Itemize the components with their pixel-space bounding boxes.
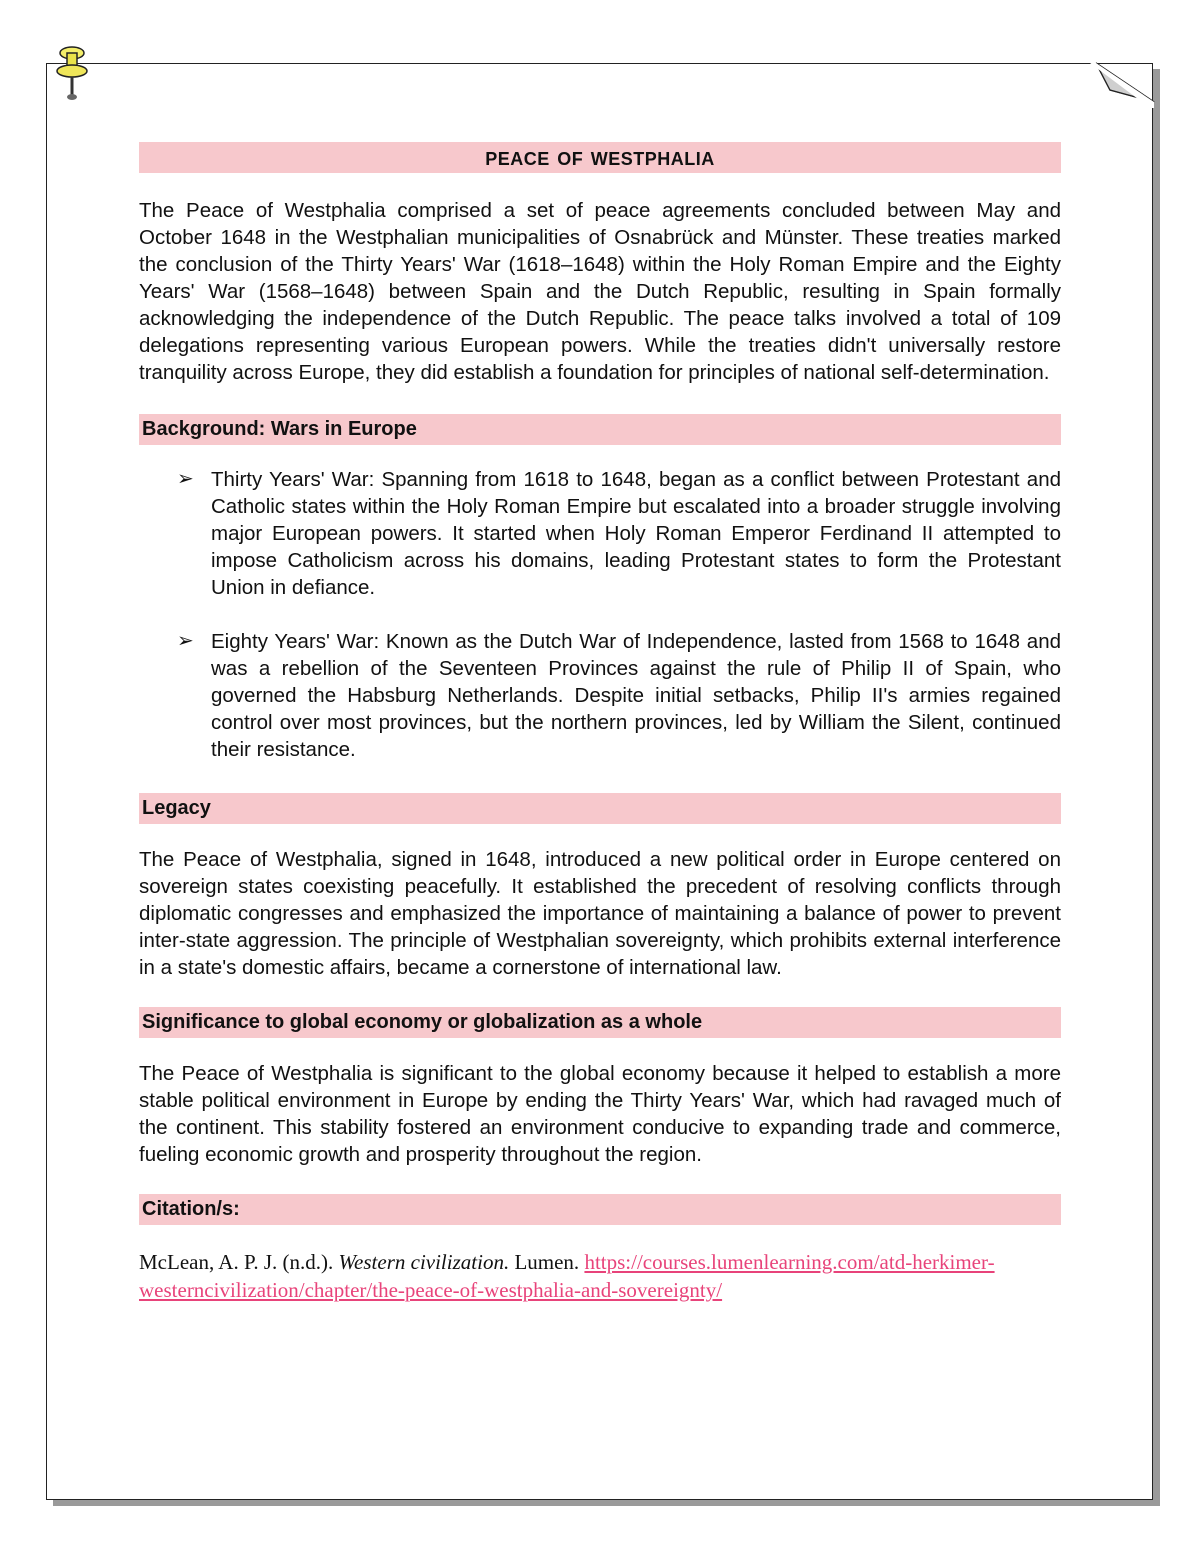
citation-link[interactable]: https://courses.lumenlearning.com/atd-herkimer-westerncivilization/chapter/the-peace-of-westphalia-and-sovereignty/ bbox=[139, 1250, 995, 1302]
pushpin-icon bbox=[50, 44, 94, 104]
citation-entry bbox=[139, 1248, 1061, 1304]
significance-paragraph: The Peace of Westphalia is significant to the global economy because it helped to establish a more stable political environment in Europe by ending the Thirty Years' War, which had ravaged much of the continent. This stability fostered an environment conducive to expanding trade and commerce, fueling economic growth and prosperity throughout the region. bbox=[139, 1062, 1061, 1166]
list-item: ➢ Thirty Years' War: Spanning from 1618 to 1648, began as a conflict between Protestant and Catholic states within the Holy Roman Empire but escalated into a broader struggle involving major European powers. It started when Holy Roman Emperor Ferdinand II attempted to impose Catholicism across his domains, leading Protestant states to form the Protestant Union in defiance. bbox=[177, 468, 1061, 599]
citation-publisher: Lumen. bbox=[514, 1250, 580, 1274]
arrow-bullet-icon: ➢ bbox=[177, 630, 194, 652]
list-item: ➢ Eighty Years' War: Known as the Dutch War of Independence, lasted from 1568 to 1648 and was a rebellion of the Seventeen Provinces against the rule of Philip II of Spain, who governed the Habsburg Netherlands. Despite initial setbacks, Philip II's armies regained control over most provinces, but the northern provinces, led by William the Silent, continued their resistance. bbox=[177, 630, 1061, 761]
section-heading-significance: Significance to global economy or globalization as a whole bbox=[139, 1007, 1061, 1038]
section-heading-background: Background: Wars in Europe bbox=[139, 414, 1061, 445]
page-curl-icon bbox=[1090, 60, 1158, 108]
section-heading-citations: Citation/s: bbox=[139, 1194, 1061, 1225]
document-content bbox=[139, 142, 1061, 1304]
arrow-bullet-icon: ➢ bbox=[177, 468, 194, 490]
section-heading-legacy: Legacy bbox=[139, 793, 1061, 824]
page-title: peace of westphalia bbox=[139, 142, 1061, 173]
background-list bbox=[139, 466, 1061, 763]
intro-paragraph: The Peace of Westphalia comprised a set of peace agreements concluded between May and October 1648 in the Westphalian municipalities of Osnabrück and Münster. These treaties marked the conclusion of the Thirty Years' War (1618–1648) within the Holy Roman Empire and the Eighty Years' War (1568–1648) between Spain and the Dutch Republic, resulting in Spain formally acknowledging the independence of the Dutch Republic. The peace talks involved a total of 109 delegations representing various European powers. While the treaties didn't universally restore tranquility across Europe, they did establish a foundation for principles of national self-determination. bbox=[139, 199, 1061, 384]
legacy-paragraph: The Peace of Westphalia, signed in 1648, introduced a new political order in Europe centered on sovereign states coexisting peacefully. It established the precedent of resolving conflicts through diplomatic congresses and emphasized the importance of maintaining a balance of power to prevent inter-state aggression. The principle of Westphalian sovereignty, which prohibits external interference in a state's domestic affairs, became a cornerstone of international law. bbox=[139, 848, 1061, 979]
citation-work: Western civilization. bbox=[338, 1250, 510, 1274]
citation-author: McLean, A. P. J. (n.d.). bbox=[139, 1250, 334, 1274]
